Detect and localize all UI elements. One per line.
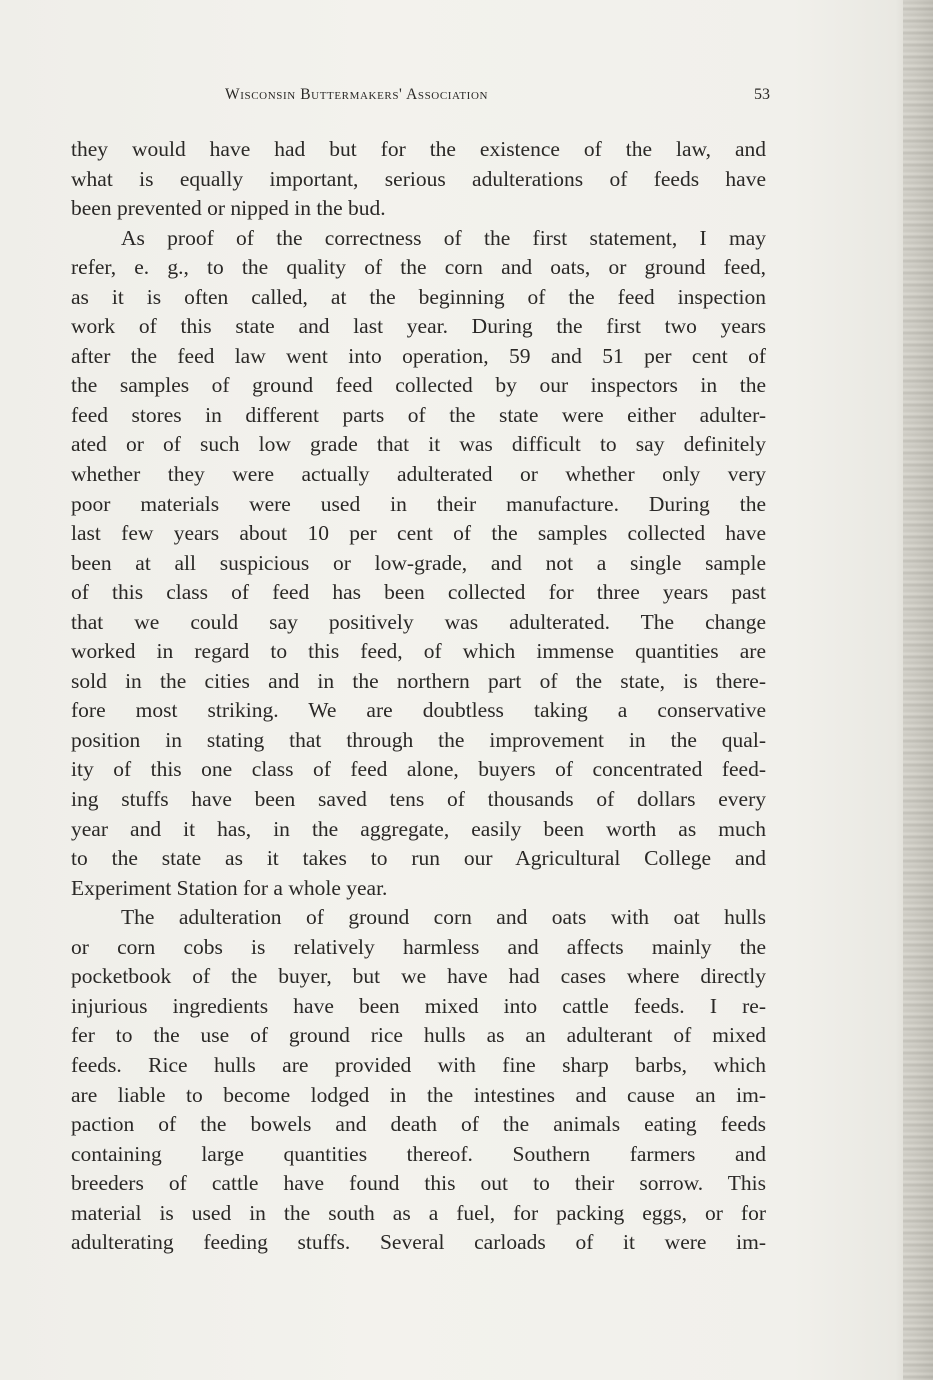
text-line: breeders of cattle have found this out to their sorrow. This	[71, 1171, 766, 1196]
text-line: paction of the bowels and death of the animals eating feeds	[71, 1112, 766, 1137]
page-number: 53	[754, 86, 770, 103]
text-line: ity of this one class of feed alone, buyers of concentrated feed-	[71, 757, 766, 782]
text-line: injurious ingredients have been mixed into cattle feeds. I re-	[71, 993, 766, 1018]
text-line: As proof of the correctness of the first statement, I may	[121, 225, 766, 250]
text-line: Experiment Station for a whole year.	[71, 875, 388, 900]
text-line: year and it has, in the aggregate, easily been worth as much	[71, 816, 766, 841]
text-line: been prevented or nipped in the bud.	[71, 196, 386, 221]
text-line: been at all suspicious or low-grade, and not a single sample	[71, 550, 766, 575]
text-line: the samples of ground feed collected by our inspectors in the	[71, 373, 766, 398]
text-line: position in stating that through the improvement in the qual-	[71, 727, 766, 752]
text-line: what is equally important, serious adulterations of feeds have	[71, 166, 766, 191]
text-line: containing large quantities thereof. Southern farmers and	[71, 1141, 766, 1166]
text-line: sold in the cities and in the northern part of the state, is there-	[71, 668, 766, 693]
text-line: feed stores in different parts of the state were either adulter-	[71, 402, 766, 427]
text-line: material is used in the south as a fuel, for packing eggs, or for	[71, 1200, 766, 1225]
text-line: fer to the use of ground rice hulls as an adulterant of mixed	[71, 1023, 766, 1048]
text-line: refer, e. g., to the quality of the corn and oats, or ground feed,	[71, 255, 766, 280]
text-line: poor materials were used in their manufacture. During the	[71, 491, 766, 516]
text-line: are liable to become lodged in the intestines and cause an im-	[71, 1082, 766, 1107]
text-line: last few years about 10 per cent of the samples collected have	[71, 521, 766, 546]
body-text	[71, 135, 766, 1258]
running-header	[70, 86, 770, 110]
text-line: they would have had but for the existence of the law, and	[71, 137, 766, 161]
page-binding-edge	[903, 0, 933, 1380]
text-line: pocketbook of the buyer, but we have had cases where directly	[71, 964, 766, 989]
text-line: that we could say positively was adulterated. The change	[71, 609, 766, 634]
text-line: adulterating feeding stuffs. Several carloads of it were im-	[71, 1230, 766, 1255]
text-line: work of this state and last year. During the first two years	[71, 314, 766, 339]
text-line: after the feed law went into operation, 59 and 51 per cent of	[71, 343, 766, 368]
text-line: ing stuffs have been saved tens of thousands of dollars every	[71, 787, 766, 812]
text-line: The adulteration of ground corn and oats with oat hulls	[121, 905, 766, 930]
text-line: worked in regard to this feed, of which immense quantities are	[71, 639, 766, 664]
text-line: of this class of feed has been collected for three years past	[71, 580, 766, 605]
text-line: whether they were actually adulterated or whether only very	[71, 462, 766, 487]
text-line: as it is often called, at the beginning of the feed inspection	[71, 284, 766, 309]
text-line: fore most striking. We are doubtless taking a conservative	[71, 698, 766, 723]
running-title: Wisconsin Buttermakers' Association	[225, 86, 489, 103]
text-line: to the state as it takes to run our Agricultural College and	[71, 846, 766, 871]
text-line: ated or of such low grade that it was difficult to say definitely	[71, 432, 766, 457]
text-line: feeds. Rice hulls are provided with fine sharp barbs, which	[71, 1052, 766, 1077]
text-line: or corn cobs is relatively harmless and affects mainly the	[71, 934, 766, 959]
